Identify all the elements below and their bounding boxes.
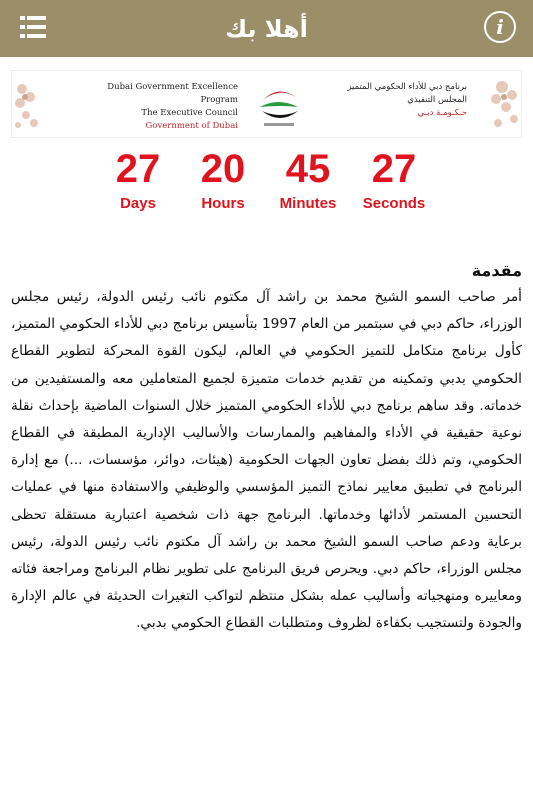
banner-ar-line2: المجلس التنفيذي — [407, 95, 467, 105]
countdown-minutes — [263, 146, 353, 214]
countdown-days-label: Days — [120, 195, 156, 212]
countdown-seconds-value: 27 — [371, 147, 417, 191]
countdown-seconds-label: Seconds — [362, 195, 426, 212]
dubai-excellence-logo — [248, 77, 310, 133]
banner-ar-line3: حـكـومـة دبـي — [417, 108, 467, 118]
countdown-hours-value: 20 — [200, 147, 246, 191]
banner-en-line3: Government of Dubai — [145, 121, 238, 131]
introduction-section — [11, 258, 522, 638]
flower-decoration-icon — [12, 75, 46, 135]
program-banner — [11, 70, 522, 138]
section-title: مقدمة — [471, 261, 522, 280]
page-title: أهلا بك — [225, 14, 308, 43]
countdown-minutes-label: Minutes — [279, 195, 337, 212]
menu-list-icon[interactable] — [20, 15, 46, 39]
flower-decoration-icon — [486, 73, 522, 137]
introduction-text: أمر صاحب السمو الشيخ محمد بن راشد آل مكتوم نائب رئيس الدولة، رئيس مجلس الوزراء، حاكم دبي في سبتمبر من العام 1997 بتأسيس برنامج دبي للأداء الحكومي المتميز، كأول برنامج متكامل للتميز الحكومي في العالم، ليكون القوة المحركة لتطوير القطاع الحكومي بدبي وتمكينه من تقديم خدمات متميزة لجميع المتعاملين معه والمستفيدين من خدماته. وقد ساهم برنامج دبي للأداء الحكومي المتميز خلال السنوات الماضية بإحداث نقلة نوعية حقيقية في الأداء والمفاهيم والممارسات والأساليب الإدارية المطبقة في القطاع الحكومي، وتم ذلك بفضل تعاون الجهات الحكومية (هيئات، دوائر، مؤسسات، ...) مع إدارة البرنامج في تطبيق معايير نماذج التميز المؤسسي والوظيفي والاستفادة منها في عمليات التحسين المستمر لأدائها وخدماتها. البرنامج جهة ذات شخصية اعتبارية مستقلة تحظى برعاية ودعم صاحب السمو الشيخ محمد بن راشد آل مكتوم نائب رئيس الدولة، رئيس مجلس الوزراء، حاكم دبي. ويحرص فريق البرنامج على تطوير نظام البرنامج ومراجعة فئاته ومعاييره ومنهجياته وأساليب عمله بشكل منتظم لتواكب التغيرات الحديثة في عالم الإدارة والجودة ولتستجيب بكفاءة لظروف ومتطلبات القطاع الحكومي بدبي. — [10, 289, 522, 632]
countdown-timer — [0, 146, 533, 216]
banner-en-line1: Dubai Government Excellence Program — [107, 82, 238, 105]
countdown-seconds — [349, 146, 439, 214]
countdown-days — [93, 146, 183, 214]
banner-english-text — [78, 81, 238, 133]
banner-arabic-text — [317, 81, 467, 120]
countdown-minutes-value: 45 — [285, 147, 331, 191]
countdown-days-value: 27 — [115, 147, 161, 191]
banner-ar-line1: برنامج دبي للأداء الحكومي المتميز — [347, 82, 467, 92]
info-icon[interactable]: i — [484, 11, 516, 43]
navigation-bar — [0, 0, 533, 57]
countdown-hours — [178, 146, 268, 214]
countdown-hours-label: Hours — [201, 195, 245, 212]
banner-en-line2: The Executive Council — [141, 108, 238, 118]
